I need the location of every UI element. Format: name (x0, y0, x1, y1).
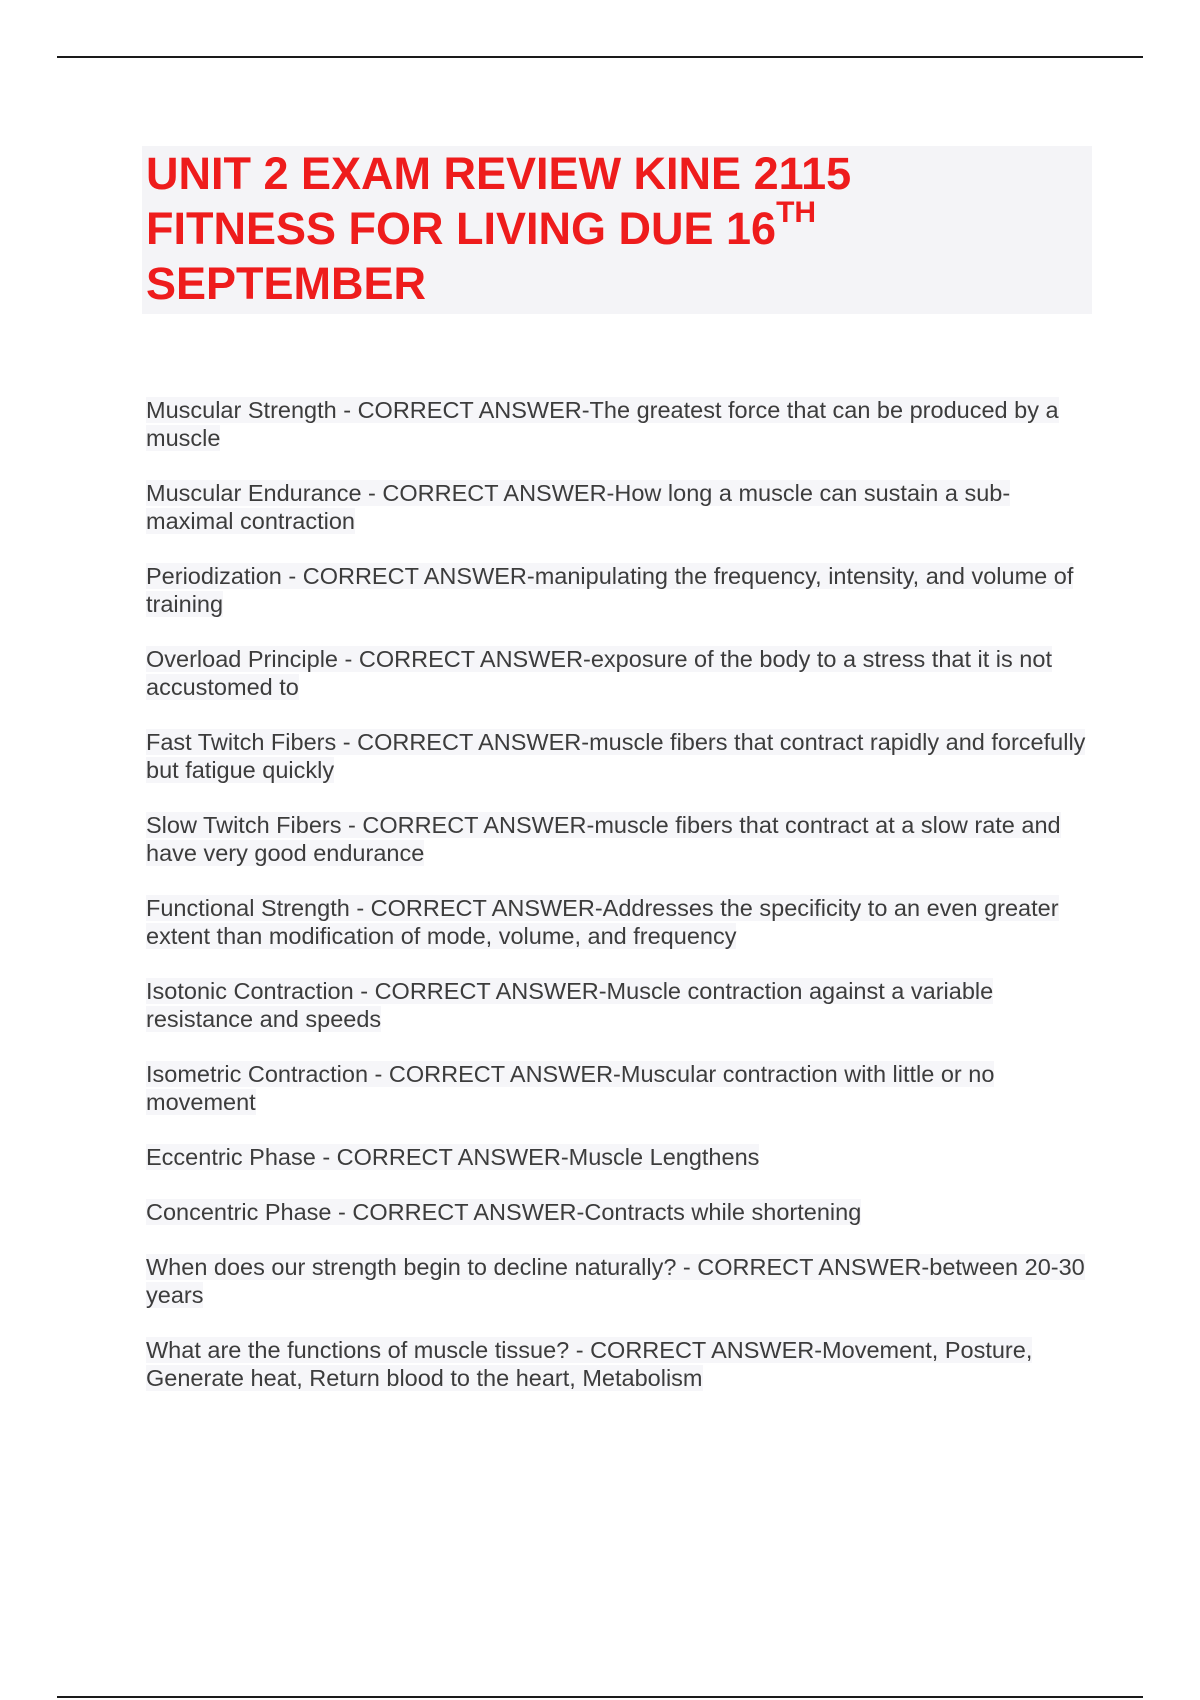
qa-item (146, 479, 1096, 535)
qa-text: Isotonic Contraction - CORRECT ANSWER-Muscle contraction against a variable resistance and speeds (146, 978, 994, 1032)
qa-list (146, 396, 1096, 1419)
qa-text: Concentric Phase - CORRECT ANSWER-Contracts while shortening (146, 1199, 862, 1225)
qa-text: Muscular Strength - CORRECT ANSWER-The greatest force that can be produced by a muscle (146, 397, 1059, 451)
qa-item (146, 1336, 1096, 1392)
qa-item (146, 1198, 1096, 1226)
qa-text: Eccentric Phase - CORRECT ANSWER-Muscle Lengthens (146, 1144, 760, 1170)
qa-item (146, 894, 1096, 950)
title-line-2: FITNESS FOR LIVING DUE 16 (146, 203, 777, 254)
qa-text: When does our strength begin to decline naturally? - CORRECT ANSWER-between 20-30 years (146, 1254, 1085, 1308)
title-superscript: TH (776, 196, 817, 229)
qa-item (146, 396, 1096, 452)
qa-text: Functional Strength - CORRECT ANSWER-Addresses the specificity to an even greater extent than modification of mode, volume, and frequency (146, 895, 1059, 949)
qa-item (146, 1253, 1096, 1309)
title-line-3: SEPTEMBER (146, 258, 427, 309)
qa-text: Fast Twitch Fibers - CORRECT ANSWER-muscle fibers that contract rapidly and forcefully but fatigue quickly (146, 729, 1086, 783)
qa-item (146, 811, 1096, 867)
qa-item (146, 728, 1096, 784)
qa-item (146, 1143, 1096, 1171)
qa-text: Muscular Endurance - CORRECT ANSWER-How long a muscle can sustain a sub-maximal contraction (146, 480, 1011, 534)
qa-item (146, 1060, 1096, 1116)
bottom-rule (57, 1696, 1143, 1698)
qa-text: Slow Twitch Fibers - CORRECT ANSWER-muscle fibers that contract at a slow rate and have very good endurance (146, 812, 1061, 866)
qa-item (146, 977, 1096, 1033)
qa-text: What are the functions of muscle tissue? - CORRECT ANSWER-Movement, Posture, Generate heat, Return blood to the heart, Metabolism (146, 1337, 1033, 1391)
qa-item (146, 645, 1096, 701)
qa-text: Isometric Contraction - CORRECT ANSWER-Muscular contraction with little or no movement (146, 1061, 995, 1115)
qa-text: Overload Principle - CORRECT ANSWER-exposure of the body to a stress that it is not accustomed to (146, 646, 1052, 700)
title-line-1: UNIT 2 EXAM REVIEW KINE 2115 (146, 148, 852, 199)
qa-item (146, 562, 1096, 618)
document-title (146, 146, 851, 311)
qa-text: Periodization - CORRECT ANSWER-manipulating the frequency, intensity, and volume of training (146, 563, 1074, 617)
top-rule (57, 56, 1143, 58)
